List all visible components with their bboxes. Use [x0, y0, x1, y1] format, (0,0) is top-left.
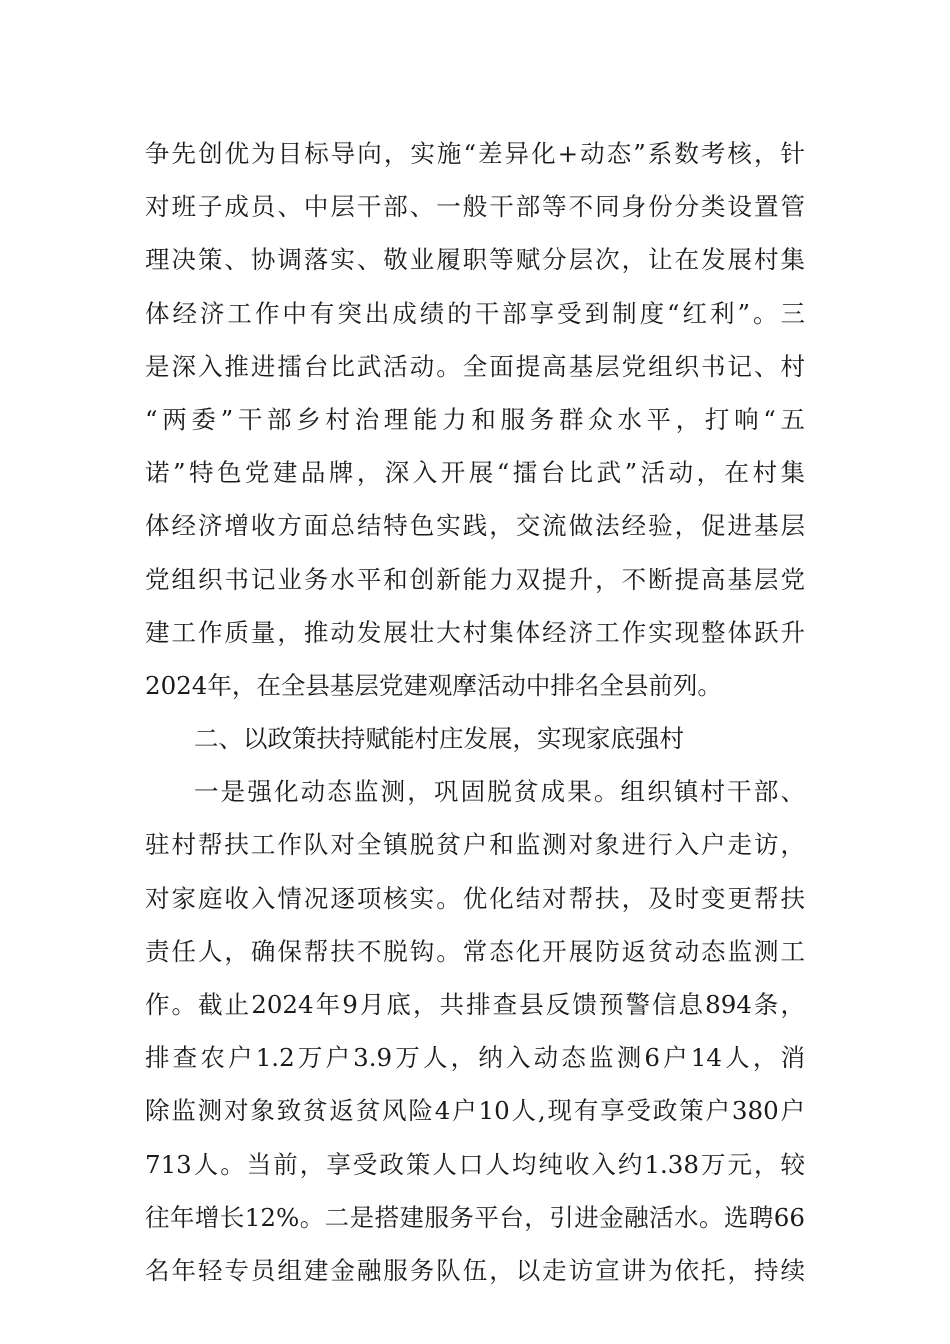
- document-body: [145, 127, 805, 1297]
- text-line: 除监测对象致贫返贫风险4户10人,现有享受政策户380户: [145, 1096, 805, 1126]
- text-line: 是深入推进擂台比武活动。全面提高基层党组织书记、村: [145, 351, 805, 381]
- text-line: 2024年，在全县基层党建观摩活动中排名全县前列。: [145, 670, 722, 700]
- text-line: 争先创优为目标导向，实施“差异化+动态”系数考核，针: [145, 139, 805, 168]
- paragraph-assessment: [145, 127, 805, 712]
- text-line: 体经济增收方面总结特色实践，交流做法经验，促进基层: [145, 511, 805, 541]
- text-line: 党组织书记业务水平和创新能力双提升，不断提高基层党: [145, 564, 805, 594]
- text-line: 建工作质量，推动发展壮大村集体经济工作实现整体跃升: [145, 617, 805, 647]
- text-line: 一是强化动态监测，巩固脱贫成果。组织镇村干部、: [194, 777, 805, 807]
- paragraph-monitoring: [145, 765, 805, 1297]
- text-line: 责任人，确保帮扶不脱钩。常态化开展防返贫动态监测工: [145, 936, 805, 966]
- text-line: 对班子成员、中层干部、一般干部等不同身份分类设置管: [145, 192, 805, 222]
- text-line: 驻村帮扶工作队对全镇脱贫户和监测对象进行入户走访，: [145, 830, 805, 860]
- text-line: “两委”干部乡村治理能力和服务群众水平，打响“五: [145, 404, 805, 434]
- text-line: 理决策、协调落实、敬业履职等赋分层次，让在发展村集: [145, 245, 805, 275]
- section-heading: 二、以政策扶持赋能村庄发展，实现家底强村: [194, 724, 684, 754]
- text-line: 对家庭收入情况逐项核实。优化结对帮扶，及时变更帮扶: [145, 883, 805, 913]
- text-line: 往年增长12%。二是搭建服务平台，引进金融活水。选聘66: [145, 1202, 805, 1232]
- text-line: 713人。当前，享受政策人口人均纯收入约1.38万元，较: [145, 1149, 805, 1179]
- text-line: 名年轻专员组建金融服务队伍，以走访宣讲为依托，持续: [145, 1255, 805, 1285]
- text-line: 排查农户1.2万户3.9万人，纳入动态监测6户14人，消: [145, 1043, 805, 1073]
- text-line: 作。截止2024年9月底，共排查县反馈预警信息894条，: [145, 990, 805, 1019]
- text-line: 诺”特色党建品牌，深入开展“擂台比武”活动，在村集: [145, 458, 805, 488]
- text-line: 体经济工作中有突出成绩的干部享受到制度“红利”。三: [145, 298, 805, 328]
